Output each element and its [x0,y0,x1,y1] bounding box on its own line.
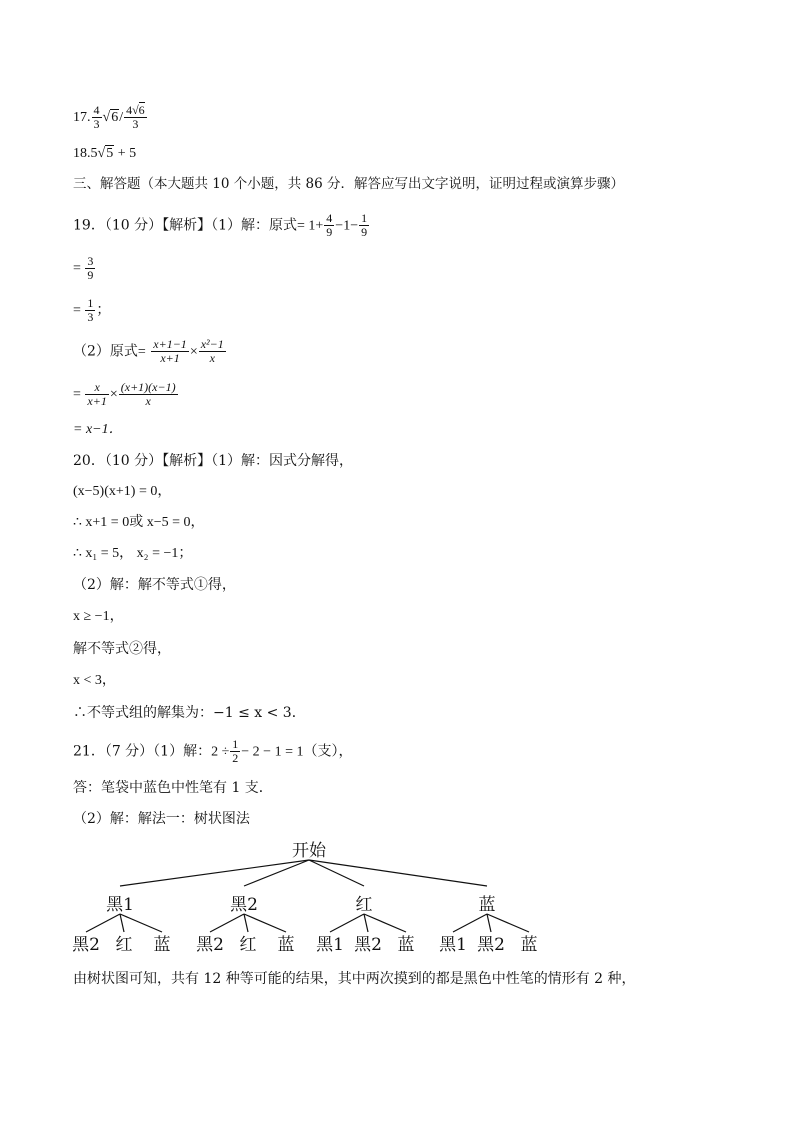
q21-conclusion: 由树状图可知，共有 12 种等可能的结果，其中两次摸到的都是黑色中性笔的情形有 2 种， [73,971,636,987]
answer-18: 18.5√5 + 5 [73,146,137,161]
q19-step2: = $\frac{3}{9}$ [73,254,94,283]
q20-solution: ∴不等式组的解集为：−1 ≤ x < 3． [73,705,306,721]
tree-level2-label: 黑2 [354,935,382,955]
tree-level2-label: 黑2 [477,935,505,955]
tree-level2-label: 红 [239,935,257,955]
q20-line2: ∴ x+1 = 0或 x−5 = 0， [73,515,205,530]
q20-ineq1: x ≥ −1， [73,609,124,624]
q19-result: = x−1． [73,422,123,437]
q20-line1: (x−5)(x+1) = 0， [73,484,172,499]
tree-level2-label: 蓝 [153,935,171,955]
tree-level1-label: 黑1 [106,895,134,915]
tree-level1-label: 红 [355,895,373,915]
question-number: 17. [73,109,91,125]
q21-part2: （2）解：解法一：树状图法 [73,811,250,827]
tree-branch-line [120,860,309,886]
q21-line1: 21．（7 分）（1）解：2 ÷ $\frac{1}{2}$ − 2 − 1 = 1（支）， [73,737,353,766]
q19-step3: = $\frac{1}{3}$ ； [73,296,111,325]
tree-level2-label: 蓝 [397,935,415,955]
tree-branch-line [86,914,120,932]
tree-level2-label: 黑2 [72,935,100,955]
tree-branch-line [364,914,406,932]
tree-level1-label: 蓝 [478,895,496,915]
tree-branch-line [487,914,529,932]
answer-17: 17. $\frac{4}{3}$ √6/ $\frac{4√6}{3}$ [73,103,145,132]
tree-level2-label: 黑1 [439,935,467,955]
tree-branch-line [330,914,364,932]
tree-branch-line [244,914,286,932]
tree-branch-line [210,914,244,932]
tree-branch-line [453,914,487,932]
tree-level1-label: 黑2 [230,895,258,915]
tree-level2-label: 黑1 [316,935,344,955]
q19-part2: （2）原式= $\frac{x+1-1}{x+1}$ × $\frac{\text{x²−1}}{x}$ [73,337,224,366]
q20-part2b: 解不等式②得， [73,641,171,657]
q20-part2: （2）解：解不等式①得， [73,577,236,593]
q21-answer: 答：笔袋中蓝色中性笔有 1 支． [73,780,273,796]
tree-branch-line [487,914,491,932]
tree-level2-label: 蓝 [520,935,538,955]
q19-part2-step: = $\frac{x}{x+1}$ × $\frac{(x+1)(x-1)}{x}$ [73,380,176,409]
tree-branch-line [364,914,368,932]
tree-branch-line [120,914,124,932]
q20-line3: ∴ x₁ = 5， x₂ = −1； [73,546,193,561]
tree-level2-label: 黑2 [196,935,224,955]
q20-ineq2: x < 3， [73,673,116,688]
tree-branch-line [120,914,162,932]
q20-head: 20．（10 分）【解析】（1）解：因式分解得， [73,453,353,469]
tree-root-label: 开始 [292,841,326,861]
tree-branch-line [244,914,248,932]
tree-level2-label: 红 [115,935,133,955]
tree-level2-label: 蓝 [277,935,295,955]
section-heading: 三、解答题（本大题共 10 个小题，共 86 分．解答应写出文字说明，证明过程或演算步骤） [73,176,625,192]
q19-line1: 19．（10 分）【解析】（1）解：原式= 1+ $\frac{4}{9}$ −1− $\frac{1}{9}$ [73,211,368,240]
sqrt-symbol: √6 [102,109,119,125]
